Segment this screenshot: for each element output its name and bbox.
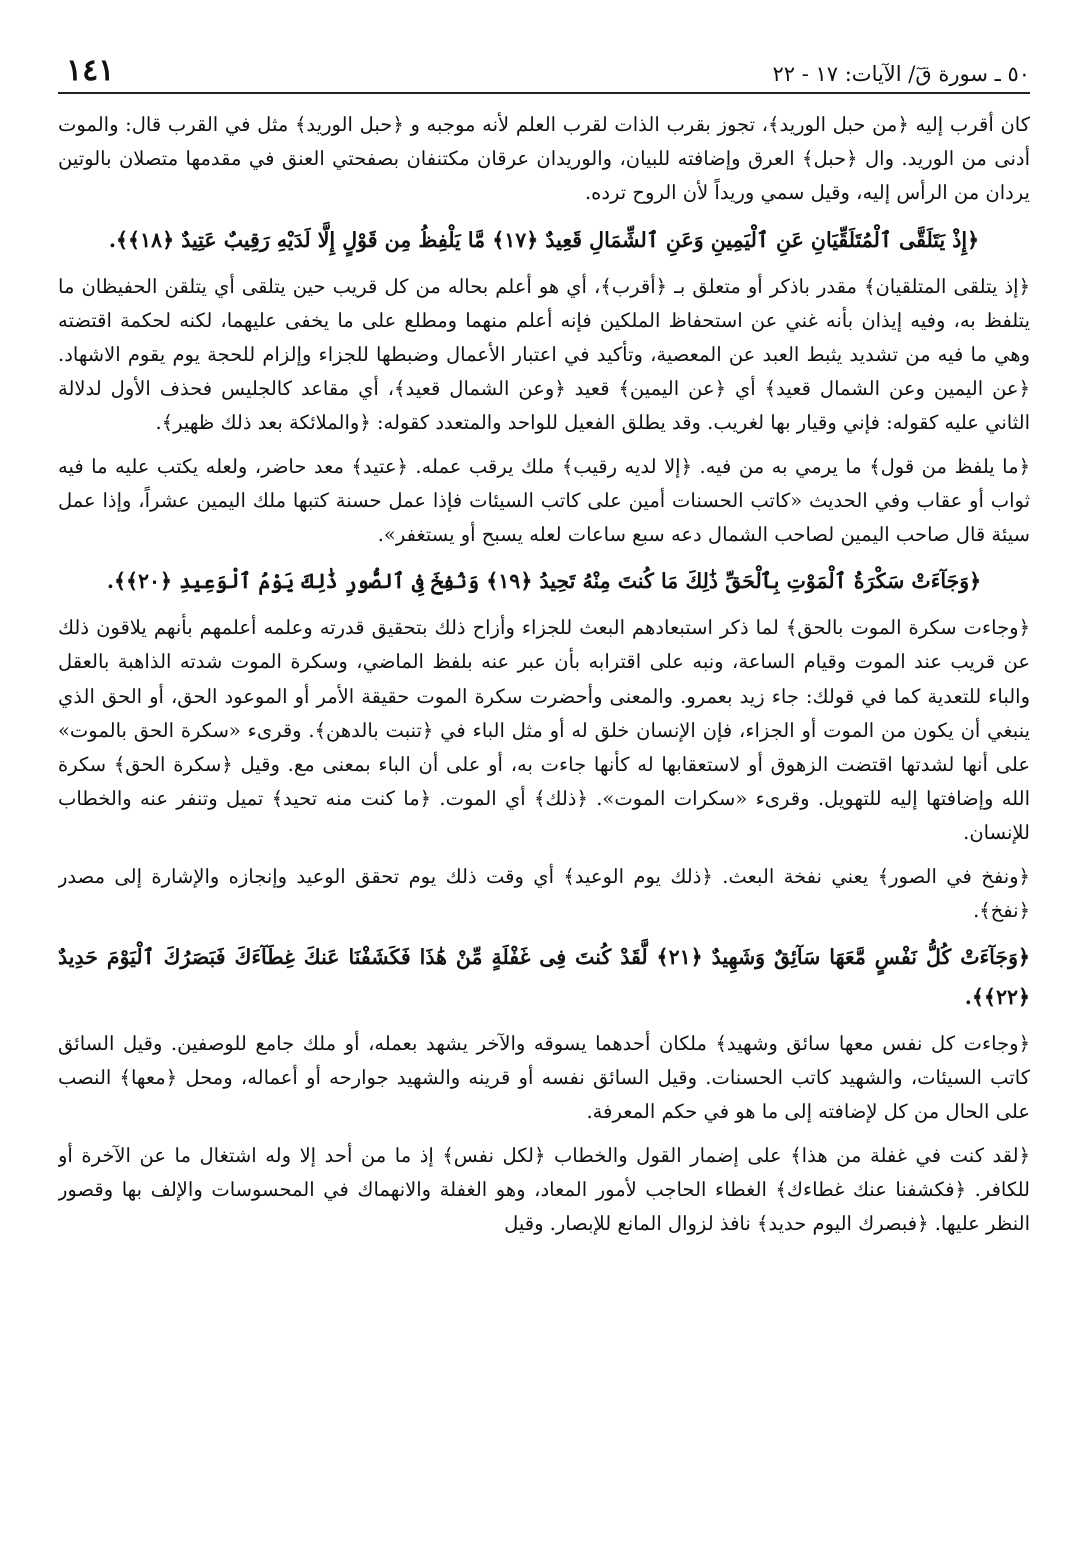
quran-verse: ﴿وَجَآءَتْ كُلُّ نَفْسٍ مَّعَهَا سَآئِقٌ وَشَهِيدٌ ﴿٢١﴾ لَّقَدْ كُنتَ فِى غَفْلَةٍ مِّنْ هَٰذَا فَكَشَفْنَا عَنكَ غِطَآءَكَ فَبَصَرُكَ ٱلْيَوْمَ حَدِيدٌ ﴿٢٢﴾﴾. [58, 945, 1030, 1010]
paragraph: ﴿إذ يتلقى المتلقيان﴾ مقدر باذكر أو متعلق بـ ﴿أقرب﴾، أي هو أعلم بحاله من كل قريب حين يتلقى أي يتلقن الحفيظان ما يتلفظ به، وفيه إيذان بأنه غني عن استحفاظ الملكين فإنه أعلم منهما ومطلع على ما يخفى عليهما، لكنه لحكمة اقتضته وهي ما فيه من تشديد يثبط العبد عن المعصية، وتأكيد في اعتبار الأعمال وضبطها للجزاء وإلزام للحجة يوم يقوم الاشهاد. ﴿عن اليمين وعن الشمال قعيد﴾ أي ﴿عن اليمين﴾ قعيد ﴿وعن الشمال قعيد﴾، أي مقاعد كالجليس فحذف الأول لدلالة الثاني عليه كقوله: فإني وقيار بها لغريب. وقد يطلق الفعيل للواحد والمتعدد كقوله: ﴿والملائكة بعد ذلك ظهير﴾. [58, 274, 1030, 435]
running-title: ٥٠ ـ سورة قٓ/ الآيات: ١٧ - ٢٢ [772, 62, 1030, 86]
paragraph: ﴿ما يلفظ من قول﴾ ما يرمي به من فيه. ﴿إلا لديه رقيب﴾ ملك يرقب عمله. ﴿عتيد﴾ معد حاضر، ولعله يكتب عليه ما فيه ثواب أو عقاب وفي الحديث «كاتب الحسنات أمين على كاتب السيئات فإذا عمل حسنة كتبها ملك اليمين عشراً، وإذا عمل سيئة قال صاحب اليمين لصاحب الشمال دعه سبع ساعات لعله يسبح أو يستغفر». [58, 454, 1030, 547]
page-number: ١٤١ [66, 53, 115, 88]
quran-verse: ﴿وَجَآءَتْ سَكْرَةُ ٱلْمَوْتِ بِٱلْحَقِّ ذَٰلِكَ مَا كُنتَ مِنْهُ تَحِيدُ ﴿١٩﴾ وَنُفِخَ فِى ٱلصُّورِ ذَٰلِكَ يَوْمُ ٱلْوَعِيدِ ﴿٢٠﴾﴾. [106, 569, 982, 594]
quran-verse: ﴿إِذْ يَتَلَقَّى ٱلْمُتَلَقِّيَانِ عَنِ ٱلْيَمِينِ وَعَنِ ٱلشِّمَالِ قَعِيدٌ ﴿١٧﴾ مَّا يَلْفِظُ مِن قَوْلٍ إِلَّا لَدَيْهِ رَقِيبٌ عَتِيدٌ ﴿١٨﴾﴾. [108, 227, 980, 252]
page-header [58, 52, 1030, 94]
document-page [58, 52, 1030, 1542]
paragraph: ﴿ونفخ في الصور﴾ يعني نفخة البعث. ﴿ذلك يوم الوعيد﴾ أي وقت ذلك يوم تحقق الوعيد وإنجازه والإشارة إلى مصدر ﴿نفخ﴾. [58, 864, 1030, 922]
paragraph: ﴿وجاءت كل نفس معها سائق وشهيد﴾ ملكان أحدهما يسوقه والآخر يشهد بعمله، أو ملك جامع للوصفين. وقيل السائق كاتب السيئات، والشهيد كاتب الحسنات. وقيل السائق نفسه أو قرينه والشهيد جوارحه أو أعماله، ومحل ﴿معها﴾ النصب على الحال من كل لإضافته إلى ما هو في حكم المعرفة. [58, 1032, 1030, 1124]
paragraph: ﴿وجاءت سكرة الموت بالحق﴾ لما ذكر استبعادهم البعث للجزاء وأزاح ذلك بتحقيق قدرته وعلمه أعلمهم بأنهم يلاقون ذلك عن قريب عند الموت وقيام الساعة، ونبه على اقترابه بأن عبر عنه بلفظ الماضي، وسكرة الموت شدته الذاهبة بالعقل والباء للتعدية كما في قولك: جاء زيد بعمرو. والمعنى وأحضرت سكرة الموت حقيقة الأمر أو الموعود الحق، أو الحق الذي ينبغي أن يكون من الموت أو الجزاء، فإن الإنسان خلق له أو مثل الباء في ﴿تنبت بالدهن﴾. وقرىء «سكرة الحق بالموت» على أنها لشدتها اقتضت الزهوق أو لاستعقابها له كأنها جاءت به، أو على أن الباء بمعنى مع. وقيل ﴿سكرة الحق﴾ سكرة الله وإضافتها إليه للتهويل. وقرىء «سكرات الموت». ﴿ذلك﴾ أي الموت. ﴿ما كنت منه تحيد﴾ تميل وتنفر عنه والخطاب للإنسان. [58, 616, 1030, 845]
paragraph: ﴿لقد كنت في غفلة من هذا﴾ على إضمار القول والخطاب ﴿لكل نفس﴾ إذ ما من أحد إلا وله اشتغال ما عن الآخرة أو للكافر. ﴿فكشفنا عنك غطاءك﴾ الغطاء الحاجب لأمور المعاد، وهو الغفلة والانهماك في المحسوسات والإلف بها وقصور النظر عليها. ﴿فبصرك اليوم حديد﴾ نافذ لزوال المانع للإبصار. وقيل [58, 1143, 1030, 1236]
paragraph: كان أقرب إليه ﴿من حبل الوريد﴾، تجوز بقرب الذات لقرب العلم لأنه موجبه و ﴿حبل الوريد﴾ مثل في القرب قال: والموت أدنى من الوريد. وال ﴿حبل﴾ العرق وإضافته للبيان، والوريدان عرقان مكتنفان بصفحتي العنق في مقدمها متصلان بالوتين يردان من الرأس إليه، وقيل سمي وريداً لأن الروح ترده. [58, 113, 1030, 205]
